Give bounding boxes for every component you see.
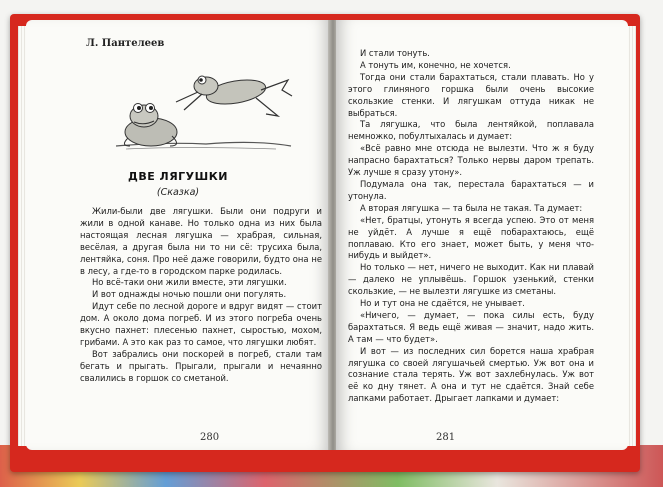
paragraph: Подумала она так, перестала барахтаться — и утонула. bbox=[348, 178, 594, 201]
paragraph: Но и тут она не сдаётся, не унывает. bbox=[360, 298, 525, 309]
left-page bbox=[26, 20, 330, 450]
paragraph: «Всё равно мне отсюда не вылезти. Что ж я буду напрасно барахтаться? Только нервы даром трепать. Уж лучше я сразу утону». bbox=[348, 143, 594, 178]
story-title: ДВЕ ЛЯГУШКИ bbox=[128, 170, 228, 183]
paragraph: А тонуть им, конечно, не хочется. bbox=[360, 59, 511, 70]
paragraph: И стали тонуть. bbox=[360, 48, 430, 58]
paragraph: Жили-были две лягушки. Были они подруги и жили в одной канаве. Но только одна из них была настоящая лесная лягушка — храбрая, сильная, весёлая, а другая была ни то ни сё: трусиха была, лентяйка, соня. Про неё даже говорили, будто она не в лесу, а где-то в городском парке родилась. bbox=[80, 206, 322, 276]
left-page-text bbox=[80, 206, 322, 385]
two-frogs-sketch-icon bbox=[106, 50, 296, 160]
paragraph: Вот забрались они поскорей в погреб, стали там бегать и прыгать. Прыгали, прыгали и нечаянно свалились в горшок со сметаной. bbox=[80, 348, 322, 383]
right-page bbox=[336, 20, 628, 450]
paragraph: Но всё-таки они жили вместе, эти лягушки. bbox=[92, 277, 287, 288]
paragraph: И вот однажды ночью пошли они погулять. bbox=[92, 289, 287, 300]
paragraph: «Ничего, — думает, — пока силы есть, буду барахтаться. Я ведь ещё живая — значит, надо жить. А там — что будет». bbox=[348, 309, 594, 344]
paragraph: Тогда они стали барахтаться, стали плавать. Но у этого глиняного горшка были очень высокие скользкие стенки. И лягушкам оттуда никак не выбраться. bbox=[348, 71, 594, 118]
page-number: 281 bbox=[436, 432, 456, 443]
paragraph: Идут себе по лесной дороге и вдруг видят — стоит дом. А около дома погреб. И из этого погреба очень вкусно пахнет: плесенью пахнет, сыростью, мохом, грибами. А это как раз то самое, что лягушки любят. bbox=[80, 301, 322, 347]
paragraph: Но только — нет, ничего не выходит. Как ни плавай — далеко не уплывёшь. Горшок узенький, стенки скользкие, — не вылезти лягушке из сметаны. bbox=[348, 262, 594, 297]
right-page-text bbox=[348, 48, 594, 405]
paragraph: Та лягушка, что была лентяйкой, поплавала немножко, побултыхалась и думает: bbox=[348, 119, 594, 142]
author-name: Л. Пантелеев bbox=[86, 38, 165, 49]
paragraph: И вот — из последних сил борется наша храбрая лягушка со своей лягушачьей смертью. Уж вот она и сознание стала терять. Уж вот захлебнулась. Уж вот её ко дну тянет. А она и тут не сдаётся. Знай себе лапками работает. Дрыгает лапками и думает: bbox=[348, 345, 594, 404]
paragraph: А вторая лягушка — та была не такая. Та думает: bbox=[360, 202, 583, 213]
story-subtitle: (Сказка) bbox=[156, 187, 200, 198]
paragraph: «Нет, братцы, утонуть я всегда успею. Это от меня не уйдёт. А лучше я ещё побарахтаюсь, ещё поплаваю. Кто его знает, может быть, у меня что-нибудь и выйдет». bbox=[348, 214, 594, 261]
page-number: 280 bbox=[200, 432, 220, 443]
